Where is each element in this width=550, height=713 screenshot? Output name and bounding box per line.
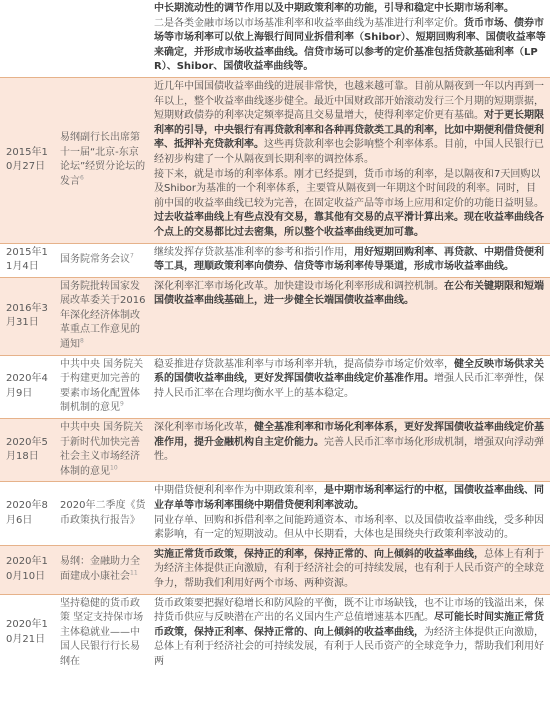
row-content: 实施正常货币政策，保持正的利率，保持正常的、向上倾斜的收益率曲线，总体上有利于为经济主体提供正向激励，有利于经济社会的可持续发展，也有利于人民币资产的全球竞争力，帮助我们利用好两个市场、两种资源。	[150, 545, 550, 594]
row-date: 2020年5月18日	[0, 419, 56, 482]
row-date: 2015年10月27日	[0, 77, 56, 243]
footnote-marker: 8	[80, 337, 84, 345]
row-source	[56, 77, 150, 243]
row-source	[56, 277, 150, 355]
source-title: 坚持稳健的货币政策 坚定支持保市场主体稳就业——中国人民银行行长易纲在	[60, 597, 144, 667]
row-content: 中长期流动性的调节作用以及中期政策利率的功能，引导和稳定中长期市场利率。 二是各类金融市场以市场基准利率和收益率曲线为基准进行利率定价。货币市场、债券市场等市场利率可以依上海银行间同业拆借利率（Shibor）、短期回购利率、国债收益率等来确定，并形成市场收益率曲线。信贷市场可以参考的定价基准包括贷款基础利率（LPR）、Shibor、国债收益率曲线等。	[154, 3, 546, 73]
source-title: 易纲：金融助力全面建成小康社会	[60, 556, 140, 582]
row-source	[56, 355, 150, 418]
footnote-marker: 10	[110, 464, 118, 472]
footnote-marker: 6	[80, 174, 84, 182]
row-content: 近几年中国国债收益率曲线的进展非常快，也越来越可靠。目前从隔夜到一年以内再到一年以上，整个收益率曲线逐步健全。最近中国财政部开始滚动发行三个月期的短期票据，短期财政债券的利率决定频率提高且交易量增大，使得利率定价更有基础。对于更长期限利率的引导，中央银行有再贷款利率和各种再贷款类工具的利率，比如中期便利借贷便利率、抵押补充贷款利率。这些再贷款利率也会影响整个利率体系。目前，中国人民银行已经初步构建了一个从隔夜到长期利率的调控体系。 接下来，就是市场的利率体系。刚才已经提到，货币市场的利率，是以隔夜和7天回购以及Shibor为基准的一个利率体系，主要管从隔夜到一年期这个时间段的利率。同时，目前中国的收益率曲线已较为完善，在固定收益产品等市场上应用和定价的功能日益明显。过去收益率曲线上有些点没有交易，靠其他有交易的点平滑计算出来。现在收益率曲线各个点上的交易都比过去密集，所以整个收益率曲线更加可靠。	[150, 77, 550, 243]
source-title: 中共中央 国务院关于构建更加完善的要素市场化配置体制机制的意见	[60, 358, 144, 414]
source-title: 2020年二季度《货币政策执行报告》	[60, 500, 146, 526]
row-date: 2020年8月6日	[0, 482, 56, 545]
table-row	[0, 482, 550, 545]
row-date	[0, 0, 56, 77]
footnote-marker: 9	[120, 401, 124, 409]
row-date: 2016年3月31日	[0, 277, 56, 355]
row-source	[56, 545, 150, 594]
table-row	[0, 0, 550, 77]
row-source	[56, 0, 150, 77]
row-content: 继续发挥存贷款基准利率的参考和指引作用，用好短期回购利率、再贷款、中期借贷便利等工具，理顺政策利率向债券、信贷等市场利率传导渠道，形成市场收益率曲线。	[150, 243, 550, 277]
row-source	[56, 594, 150, 671]
row-source	[56, 482, 150, 545]
row-content: 货币政策要把握好稳增长和防风险的平衡，既不让市场缺钱，也不让市场的钱溢出来，保持货币供应与反映潜在产出的名义国内生产总值增速基本匹配。尽可能长时间实施正常货币政策，保持正利率、保持正常的、向上倾斜的收益率曲线，为经济主体提供正向激励，总体上有利于经济社会的可持续发展，有利于人民币资产的全球竞争力，帮助我们利用好两	[150, 594, 550, 671]
table-row	[0, 545, 550, 594]
table-row	[0, 594, 550, 671]
footnote-marker: 11	[130, 569, 138, 577]
source-title: 国务院批转国家发展改革委关于2016年深化经济体制改革重点工作意见的通知	[60, 280, 146, 351]
row-source	[56, 243, 150, 277]
row-date: 2015年11月4日	[0, 243, 56, 277]
footnote-marker: 7	[130, 252, 134, 260]
table-row	[0, 77, 550, 243]
table-row	[0, 243, 550, 277]
source-title: 中共中央 国务院关于新时代加快完善社会主义市场经济体制的意见	[60, 422, 144, 477]
row-date: 2020年4月9日	[0, 355, 56, 418]
source-title: 国务院常务会议	[60, 253, 130, 265]
row-content: 深化利率汇率市场化改革。加快建设市场化利率形成和调控机制。在公布关键期限和短端国债收益率曲线基础上，进一步健全长端国债收益率曲线。	[150, 277, 550, 355]
table-row	[0, 355, 550, 418]
row-content: 中期借贷便利利率作为中期政策利率，是中期市场利率运行的中枢，国债收益率曲线、同业存单等市场利率围绕中期借贷便利利率波动。 同业存单、回购和拆借利率之间能跨通资本、市场利率、以及国债收益率曲线，受多种因素影响，有一定的短期波动。但从中长期看，大体也是围绕央行政策利率波动的。	[150, 482, 550, 545]
table-row	[0, 277, 550, 355]
row-date: 2020年10月21日	[0, 594, 56, 671]
row-source	[56, 419, 150, 482]
table-row	[0, 419, 550, 482]
row-date: 2020年10月10日	[0, 545, 56, 594]
row-content: 稳妥推进存贷款基准利率与市场利率并轨，提高债券市场定价效率，健全反映市场供求关系的国债收益率曲线，更好发挥国债收益率曲线定价基准作用。增强人民币汇率弹性，保持人民币汇率在合理均衡水平上的基本稳定。	[150, 355, 550, 418]
source-title: 易纲副行长出席第十一届“北京-东京论坛”经贸分论坛的发言	[60, 132, 146, 187]
row-content: 深化利率市场化改革，健全基准利率和市场化利率体系，更好发挥国债收益率曲线定价基准作用，提升金融机构自主定价能力。完善人民币汇率市场化形成机制，增强双向浮动弹性。	[150, 419, 550, 482]
